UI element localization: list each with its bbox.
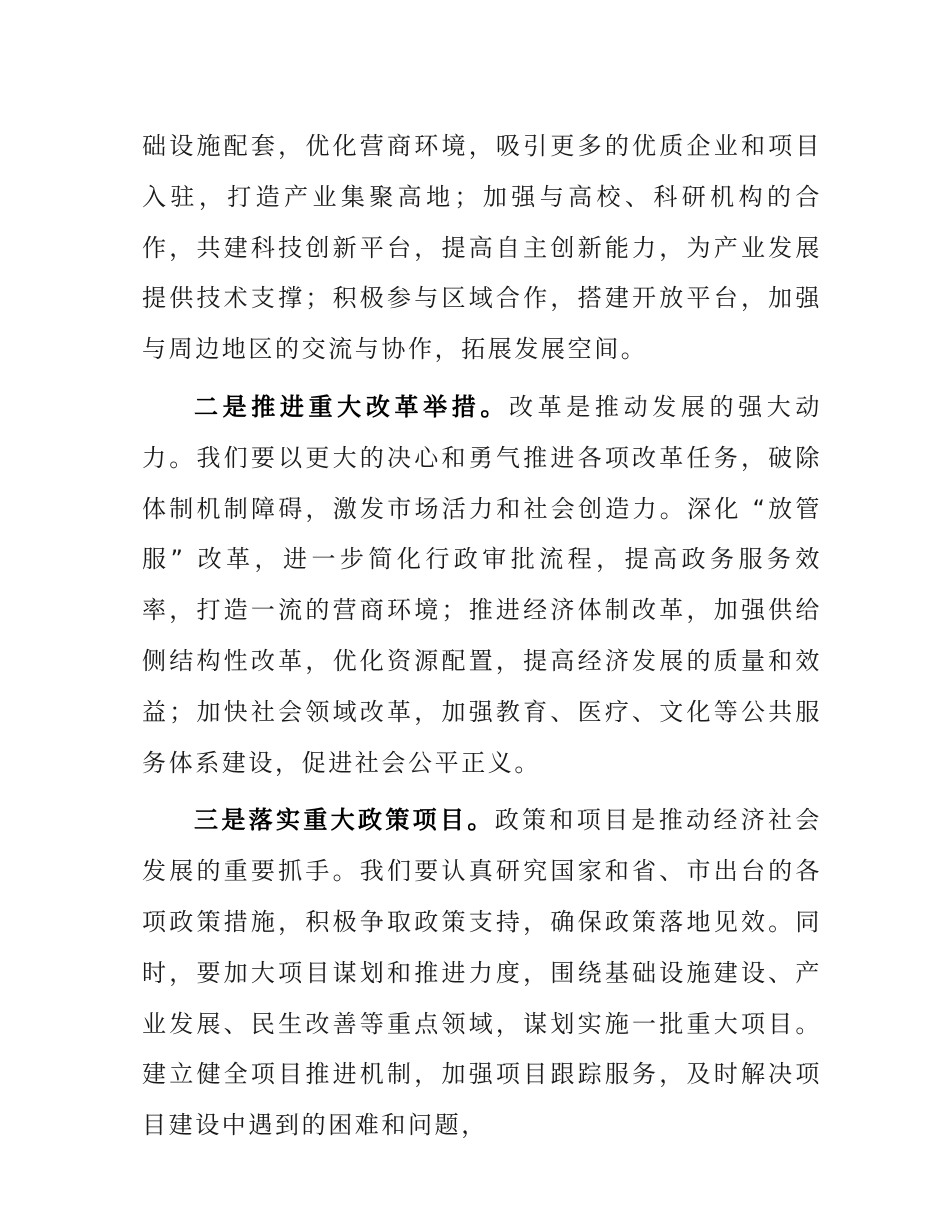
paragraph-text: 政策和项目是推动经济社会发展的重要抓手。我们要认真研究国家和省、市出台的各项政策措施，积极争取政策支持，确保政策落地见效。同时，要加大项目谋划和推进力度，围绕基础设施建设、产业发展、民生改善等重点领域，谋划实施一批重大项目。建立健全项目推进机制，加强项目跟踪服务，及时解决项目建设中遇到的困难和问题，	[142, 806, 822, 1140]
paragraph-text: 础设施配套，优化营商环境，吸引更多的优质企业和项目入驻，打造产业集聚高地；加强与高校、科研机构的合作，共建科技创新平台，提高自主创新能力，为产业发展提供技术支撑；积极参与区域合作，搭建开放平台，加强与周边地区的交流与协作，拓展发展空间。	[142, 132, 822, 364]
paragraph-heading: 三是落实重大政策项目。	[194, 806, 495, 835]
paragraph-continuation	[142, 121, 822, 375]
paragraph-heading: 二是推进重大改革举措。	[194, 392, 510, 421]
paragraph-policy	[142, 795, 822, 1151]
paragraph-text: 改革是推动发展的强大动力。我们要以更大的决心和勇气推进各项改革任务，破除体制机制障碍，激发市场活力和社会创造力。深化 “放管服” 改革，进一步简化行政审批流程，提高政务服务效率，打造一流的营商环境；推进经济体制改革，加强供给侧结构性改革，优化资源配置，提高经济发展的质量和效益；加快社会领域改革，加强教育、医疗、文化等公共服务体系建设，促进社会公平正义。	[142, 392, 822, 777]
document-body	[142, 121, 822, 1151]
paragraph-reform	[142, 382, 822, 788]
